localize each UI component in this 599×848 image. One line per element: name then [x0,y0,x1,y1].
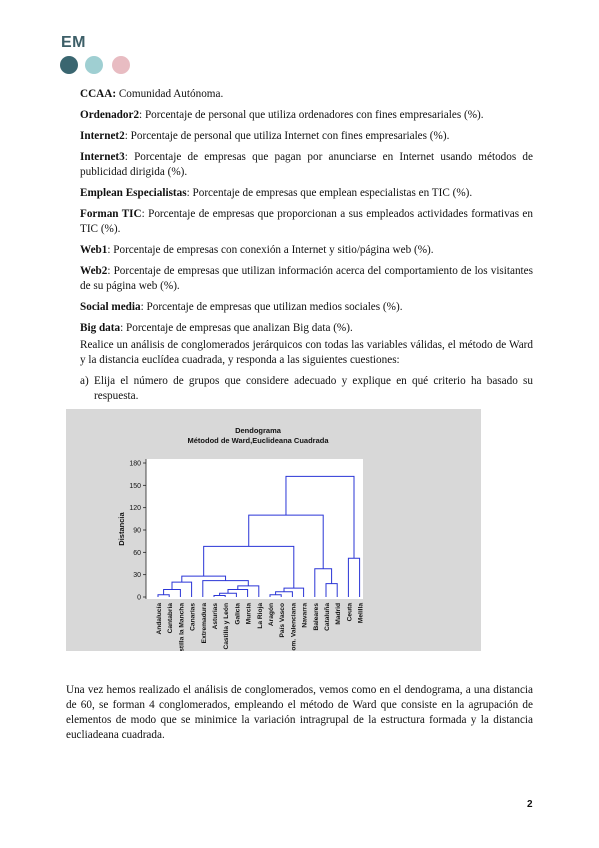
definition-term: Big data [80,322,121,334]
leaf-label: Andalucía [156,603,163,635]
definition-item [80,129,533,144]
question-text: Elija el número de grupos que considere adecuado y explique en qué criterio ha basado su respuesta. [94,375,533,402]
definition-item [80,300,533,315]
leaf-label: Aragón [268,603,275,627]
definition-text: Comunidad Autónoma. [116,88,224,100]
leaf-label: Castilla la Mancha [178,603,186,651]
y-tick-label: 0 [137,594,141,602]
dendrogram-svg [66,409,481,651]
definition-term: CCAA: [80,88,117,100]
definition-term: Internet3 [80,151,125,163]
leaf-label: Melilla [357,603,365,624]
y-tick-label: 150 [129,482,141,490]
logo-dots [60,56,140,76]
definition-item [80,108,533,123]
y-tick-label: 60 [133,549,141,557]
logo-text: EM [61,34,86,51]
leaf-label: Cataluña [324,603,331,631]
plot-area [146,459,363,599]
answer-paragraph: Una vez hemos realizado el análisis de conglomerados, vemos como en el dendograma, a una distancia de 60, se forman 4 conglomerados, empleando el método de Ward que consiste en la agrupación de elementos de modo que se minimice la variación intragrupal de la estructura formada y la distancia eucliadeana cuadrada. [66,684,533,741]
definition-term: Social media [80,301,141,313]
chart-subtitle: Métodod de Ward,Euclideana Cuadrada [187,436,329,445]
question-marker: a) [80,375,89,387]
definition-text: : Porcentaje de empresas con conexión a Internet y sitio/página web (%). [107,244,434,256]
leaf-label: Galicia [234,603,242,625]
definition-term: Forman TIC [80,208,142,220]
definition-text: : Porcentaje de empresas que utilizan información acerca del comportamiento de los visitantes de su página web (%). [80,265,533,292]
definition-text: : Porcentaje de empresas que analizan Big data (%). [120,322,353,334]
definition-text: : Porcentaje de personal que utiliza ordenadores con fines empresariales (%). [139,109,484,121]
logo-dot [60,56,78,74]
leaf-label: Madrid [335,603,343,625]
definition-item [80,186,533,201]
y-tick-label: 90 [133,527,141,535]
page-number: 2 [527,799,533,810]
definition-text: : Porcentaje de empresas que utilizan medios sociales (%). [140,301,403,313]
y-axis-label: Distancia [117,512,126,546]
y-tick-label: 30 [133,572,141,580]
definition-text: : Porcentaje de personal que utiliza Internet con fines empresariales (%). [124,130,450,142]
leaf-label: Extremadura [200,603,208,644]
chart-title: Dendograma [235,426,281,435]
definition-item [80,207,533,237]
leaf-label: País Vasco [279,603,287,638]
definition-item [80,264,533,294]
definition-item [80,243,533,258]
leaf-label: Murcia [245,603,253,625]
definition-term: Internet2 [80,130,125,142]
definition-item [80,150,533,180]
definition-term: Emplean Especialistas [80,187,187,199]
definition-text: : Porcentaje de empresas que proporcionan a sus empleados actividades formativas en TIC (%). [80,208,533,235]
leaf-label: Cantabria [167,603,175,634]
definition-term: Web2 [80,265,108,277]
leaf-label: La Rioja [256,603,264,629]
leaf-label: Castilla y León [223,603,231,650]
definition-item [80,321,533,336]
leaf-label: Navarra [301,603,309,628]
question-item [80,374,533,404]
leaf-label: Asturias [212,603,219,630]
definitions-list [80,87,533,342]
logo-dot [85,56,103,74]
definition-text: : Porcentaje de empresas que emplean especialistas en TIC (%). [186,187,473,199]
y-tick-label: 120 [129,505,141,513]
leaf-label: Canarias [189,603,197,631]
definition-text: : Porcentaje de empresas que pagan por anunciarse en Internet usando métodos de publicidad dirigida (%). [80,151,533,178]
leaf-label: Com. Valenciana [290,603,298,651]
dendrogram-chart [66,409,481,651]
definition-term: Ordenador2 [80,109,140,121]
leaf-label: Baleares [312,603,320,631]
logo [61,34,86,52]
intro-paragraph: Realice un análisis de conglomerados jerárquicos con todas las variables válidas, el método de Ward y la distancia euclídea cuadrada, y responda a las siguientes cuestiones: [80,339,533,366]
y-tick-label: 180 [129,460,141,468]
leaf-label: Ceuta [346,603,354,622]
definition-term: Web1 [80,244,108,256]
definition-item [80,87,533,102]
logo-dot [112,56,130,74]
